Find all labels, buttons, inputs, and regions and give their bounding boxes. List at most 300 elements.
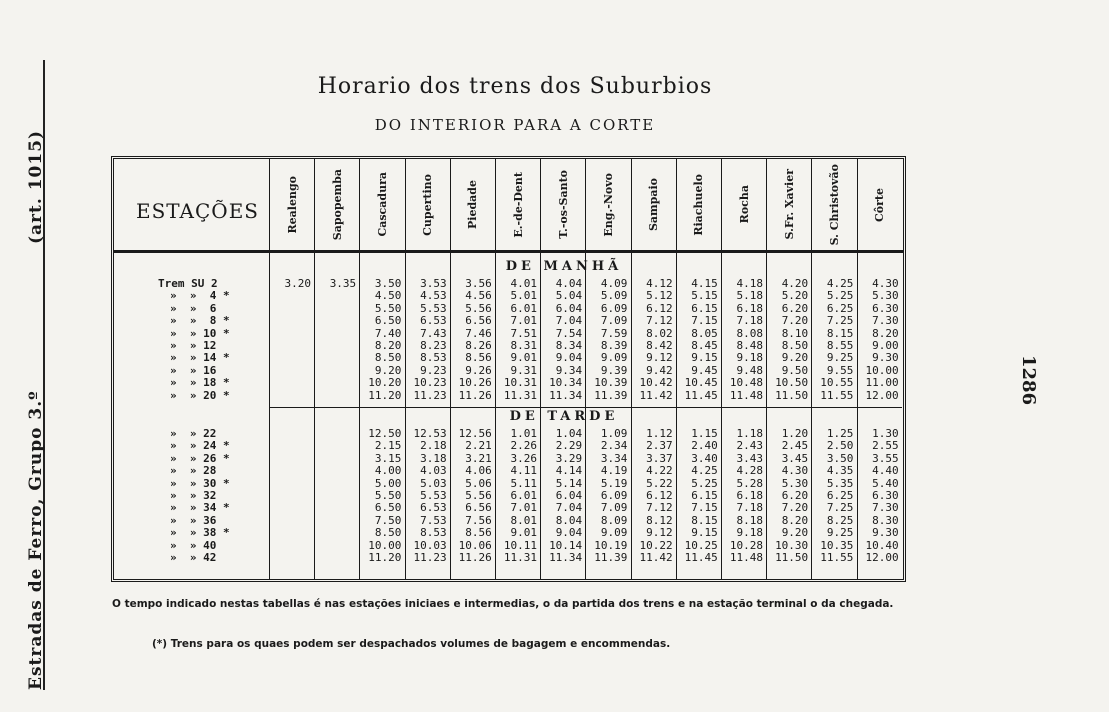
time-cell: 10.14 [549, 538, 583, 552]
time-cell: 7.09 [600, 501, 628, 515]
train-label: » » 6 [170, 301, 217, 315]
time-cell: 8.15 [826, 326, 854, 340]
time-cell: 7.20 [781, 501, 809, 515]
time-cell: 11.34 [549, 388, 583, 402]
time-cell: 12.56 [458, 427, 492, 440]
time-cell: 12.53 [413, 427, 447, 440]
time-cell: 3.50 [826, 451, 854, 465]
time-cell: 5.30 [872, 289, 899, 303]
time-cell: 5.14 [555, 476, 583, 490]
station-name: Piedade [466, 180, 480, 229]
time-cell: 7.04 [555, 314, 583, 328]
time-cell: 11.42 [639, 551, 673, 564]
time-cell: 8.18 [736, 513, 763, 527]
time-cell: 5.56 [465, 301, 492, 315]
time-cell: 3.56 [465, 277, 492, 290]
time-cell: 7.01 [510, 314, 537, 328]
time-cell: 3.15 [374, 451, 402, 465]
time-cell: 11.50 [775, 551, 809, 564]
time-cell: 2.55 [872, 439, 899, 453]
time-cell: 8.09 [600, 513, 628, 527]
footnote-luggage: (*) Trens para os quaes podem ser despachados volumes de bagagem e encommendas. [152, 638, 671, 650]
station-column-header [405, 159, 450, 250]
time-cell: 8.30 [872, 513, 899, 527]
time-cell: 9.09 [600, 526, 628, 540]
time-cell: 3.45 [781, 451, 809, 465]
time-cell: 11.55 [820, 551, 854, 564]
time-cell: 4.25 [826, 277, 854, 290]
time-cell: 9.04 [555, 526, 583, 540]
time-cell: 8.53 [420, 351, 447, 365]
time-cell: 6.15 [691, 301, 718, 315]
margin-caption-bottom: (art. 1015) [26, 130, 46, 245]
time-cell: 7.15 [691, 314, 718, 328]
time-cell: 10.34 [549, 376, 583, 390]
time-cell: 8.26 [465, 339, 492, 352]
time-cell: 12.00 [865, 551, 899, 564]
time-cell: 10.30 [775, 538, 809, 552]
time-cell: 10.03 [413, 538, 447, 552]
time-cell: 6.15 [691, 489, 718, 502]
time-cell: 7.40 [374, 326, 402, 340]
station-column-header [314, 159, 359, 250]
train-label: » » 12 [170, 339, 217, 352]
time-cell: 9.55 [826, 363, 854, 377]
station-column-header [450, 159, 495, 250]
station-column-header [495, 159, 540, 250]
timetable [111, 156, 906, 582]
time-cell: 5.09 [600, 289, 628, 303]
time-cell: 3.26 [510, 451, 537, 465]
time-cell: 2.26 [510, 439, 537, 453]
time-cell: 11.39 [594, 388, 628, 402]
time-cell: 4.40 [872, 464, 899, 478]
time-cell: 8.08 [736, 326, 763, 340]
time-cell: 5.22 [646, 476, 673, 490]
time-cell: 6.30 [872, 489, 899, 502]
time-cell: 5.01 [510, 289, 537, 303]
train-label: » » 36 [170, 513, 217, 527]
train-label: » » 16 [170, 363, 217, 377]
time-cell: 2.50 [826, 439, 854, 453]
time-cell: 9.42 [646, 363, 673, 377]
time-cell: 6.30 [872, 301, 899, 315]
time-cell: 5.25 [826, 289, 854, 303]
time-cell: 9.18 [736, 526, 763, 540]
time-cell: 8.34 [555, 339, 583, 352]
time-cell: 7.59 [600, 326, 628, 340]
station-name: S.Fr. Xavier [782, 169, 796, 240]
station-column-header [811, 159, 856, 250]
section-divider [269, 407, 902, 408]
time-cell: 10.50 [775, 376, 809, 390]
time-cell: 7.50 [374, 513, 402, 527]
time-cell: 9.20 [374, 363, 402, 377]
time-cell: 8.04 [555, 513, 583, 527]
train-label: » » 26 * [170, 451, 230, 465]
time-cell: 2.34 [600, 439, 628, 453]
time-cell: 10.45 [684, 376, 718, 390]
time-cell: 4.30 [781, 464, 809, 478]
train-label: » » 22 [170, 427, 217, 440]
time-cell: 7.01 [510, 501, 537, 515]
time-cell: 5.40 [872, 476, 899, 490]
time-cell: 10.28 [729, 538, 763, 552]
time-cell: 10.42 [639, 376, 673, 390]
station-column-header [269, 159, 314, 250]
time-cell: 11.31 [503, 388, 537, 402]
time-cell: 8.20 [374, 339, 402, 352]
time-cell: 9.15 [691, 526, 718, 540]
time-cell: 7.12 [646, 314, 673, 328]
time-cell: 10.35 [820, 538, 854, 552]
time-cell: 9.09 [600, 351, 628, 365]
station-name: S. Christovão [827, 163, 841, 246]
time-cell: 11.20 [368, 551, 402, 564]
time-cell: 6.53 [420, 314, 447, 328]
time-cell: 10.26 [458, 376, 492, 390]
time-cell: 6.04 [555, 301, 583, 315]
time-cell: 11.48 [729, 388, 763, 402]
time-cell: 5.11 [510, 476, 537, 490]
time-cell: 8.53 [420, 526, 447, 540]
time-cell: 3.55 [872, 451, 899, 465]
time-cell: 5.56 [465, 489, 492, 502]
time-cell: 6.25 [826, 489, 854, 502]
time-cell: 5.28 [736, 476, 763, 490]
time-cell: 5.50 [374, 301, 402, 315]
time-cell: 7.46 [465, 326, 492, 340]
time-cell: 6.53 [420, 501, 447, 515]
time-cell: 11.55 [820, 388, 854, 402]
time-cell: 6.09 [600, 301, 628, 315]
train-label: » » 34 * [170, 501, 230, 515]
time-cell: 5.12 [646, 289, 673, 303]
time-cell: 1.01 [510, 427, 537, 440]
station-column-header [857, 159, 902, 250]
time-cell: 8.25 [826, 513, 854, 527]
time-cell: 2.40 [691, 439, 718, 453]
time-cell: 12.50 [368, 427, 402, 440]
time-cell: 6.56 [465, 314, 492, 328]
train-label: » » 28 [170, 464, 217, 478]
time-cell: 8.42 [646, 339, 673, 352]
time-cell: 8.02 [646, 326, 673, 340]
time-cell: 11.26 [458, 388, 492, 402]
time-cell: 1.20 [781, 427, 809, 440]
time-cell: 5.53 [420, 301, 447, 315]
section-label: DE TARDE [509, 409, 619, 424]
time-cell: 9.39 [600, 363, 628, 377]
time-cell: 11.42 [639, 388, 673, 402]
time-cell: 7.18 [736, 501, 763, 515]
station-column-header [359, 159, 404, 250]
time-cell: 8.48 [736, 339, 763, 352]
station-name: Realengo [285, 175, 299, 234]
train-label: » » 4 * [170, 289, 230, 303]
time-cell: 10.48 [729, 376, 763, 390]
time-cell: 10.19 [594, 538, 628, 552]
time-cell: 7.30 [872, 501, 899, 515]
time-cell: 8.55 [826, 339, 854, 352]
time-cell: 7.04 [555, 501, 583, 515]
margin-caption [16, 130, 56, 690]
time-cell: 1.15 [691, 427, 718, 440]
page-subtitle: DO INTERIOR PARA A CORTE [374, 116, 656, 134]
train-label: » » 30 * [170, 476, 230, 490]
time-cell: 4.22 [646, 464, 673, 478]
station-name: E.-de-Dent [511, 171, 525, 238]
time-cell: 9.26 [465, 363, 492, 377]
time-cell: 3.50 [374, 277, 402, 290]
time-cell: 9.25 [826, 526, 854, 540]
page-number: 1286 [1018, 355, 1039, 406]
time-cell: 5.50 [374, 489, 402, 502]
station-column-header [766, 159, 811, 250]
station-column-header [676, 159, 721, 250]
time-cell: 5.04 [555, 289, 583, 303]
time-cell: 9.45 [691, 363, 718, 377]
time-cell: 11.23 [413, 388, 447, 402]
train-label: » » 14 * [170, 351, 230, 365]
time-cell: 6.25 [826, 301, 854, 315]
time-cell: 9.12 [646, 351, 673, 365]
time-cell: 2.21 [465, 439, 492, 453]
time-cell: 11.34 [549, 551, 583, 564]
time-cell: 4.30 [872, 277, 899, 290]
stations-header: ESTAÇÕES [136, 199, 259, 223]
time-cell: 5.20 [781, 289, 809, 303]
time-cell: 9.18 [736, 351, 763, 365]
time-cell: 11.39 [594, 551, 628, 564]
time-cell: 4.12 [646, 277, 673, 290]
time-cell: 6.09 [600, 489, 628, 502]
train-label: » » 40 [170, 538, 217, 552]
time-cell: 7.54 [555, 326, 583, 340]
time-cell: 4.56 [465, 289, 492, 303]
time-cell: 2.43 [736, 439, 763, 453]
time-cell: 2.15 [374, 439, 402, 453]
time-cell: 4.25 [691, 464, 718, 478]
time-cell: 9.31 [510, 363, 537, 377]
time-cell: 5.25 [691, 476, 718, 490]
time-cell: 8.56 [465, 351, 492, 365]
time-cell: 3.18 [420, 451, 447, 465]
time-cell: 4.09 [600, 277, 628, 290]
time-cell: 10.25 [684, 538, 718, 552]
time-cell: 6.56 [465, 501, 492, 515]
time-cell: 7.43 [420, 326, 447, 340]
time-cell: 6.50 [374, 314, 402, 328]
time-cell: 3.43 [736, 451, 763, 465]
time-cell: 9.30 [872, 526, 899, 540]
station-column-header [540, 159, 585, 250]
time-cell: 9.50 [781, 363, 809, 377]
train-label: » » 10 * [170, 326, 230, 340]
time-cell: 11.23 [413, 551, 447, 564]
time-cell: 8.20 [872, 326, 899, 340]
time-cell: 3.35 [329, 277, 357, 290]
time-cell: 4.06 [465, 464, 492, 478]
time-cell: 3.34 [600, 451, 628, 465]
time-cell: 8.39 [600, 339, 628, 352]
station-name: Cupertino [421, 173, 435, 236]
time-cell: 6.18 [736, 301, 763, 315]
time-cell: 1.30 [872, 427, 899, 440]
time-cell: 9.04 [555, 351, 583, 365]
time-cell: 11.50 [775, 388, 809, 402]
time-cell: 11.00 [865, 376, 899, 390]
time-cell: 8.50 [781, 339, 809, 352]
time-cell: 7.18 [736, 314, 763, 328]
time-cell: 9.15 [691, 351, 718, 365]
station-name: Cascadura [375, 172, 389, 237]
time-cell: 3.37 [646, 451, 673, 465]
time-cell: 2.45 [781, 439, 809, 453]
time-cell: 5.00 [374, 476, 402, 490]
time-cell: 11.26 [458, 551, 492, 564]
time-cell: 8.45 [691, 339, 718, 352]
time-cell: 7.51 [510, 326, 537, 340]
time-cell: 4.15 [691, 277, 718, 290]
time-cell: 1.18 [736, 427, 763, 440]
time-cell: 3.29 [555, 451, 583, 465]
station-column-header [585, 159, 630, 250]
time-cell: 2.37 [646, 439, 673, 453]
station-name: Eng.-Novo [601, 172, 615, 237]
time-cell: 9.48 [736, 363, 763, 377]
time-cell: 10.23 [413, 376, 447, 390]
train-label: » » 20 * [170, 388, 230, 402]
timetable-header [114, 159, 903, 253]
time-cell: 4.20 [781, 277, 809, 290]
time-cell: 10.55 [820, 376, 854, 390]
time-cell: 8.56 [465, 526, 492, 540]
time-cell: 10.00 [865, 363, 899, 377]
time-cell: 2.29 [555, 439, 583, 453]
time-cell: 6.20 [781, 489, 809, 502]
time-cell: 12.00 [865, 388, 899, 402]
time-cell: 10.40 [865, 538, 899, 552]
train-label: » » 24 * [170, 439, 230, 453]
time-cell: 10.11 [503, 538, 537, 552]
time-cell: 8.23 [420, 339, 447, 352]
time-cell: 3.20 [284, 277, 311, 290]
time-cell: 7.25 [826, 314, 854, 328]
time-cell: 4.18 [736, 277, 763, 290]
time-cell: 6.01 [510, 301, 537, 315]
time-cell: 3.40 [691, 451, 718, 465]
time-cell: 11.20 [368, 388, 402, 402]
time-cell: 4.50 [374, 289, 402, 303]
time-cell: 9.34 [555, 363, 583, 377]
station-column-header [721, 159, 766, 250]
time-cell: 11.31 [503, 551, 537, 564]
time-cell: 7.15 [691, 501, 718, 515]
time-cell: 9.20 [781, 351, 809, 365]
time-cell: 7.25 [826, 501, 854, 515]
time-cell: 5.19 [600, 476, 628, 490]
time-cell: 1.25 [826, 427, 854, 440]
section-label: DE MANHÃ [505, 259, 623, 274]
time-cell: 9.20 [781, 526, 809, 540]
time-cell: 6.12 [646, 301, 673, 315]
time-cell: 11.48 [729, 551, 763, 564]
time-cell: 8.15 [691, 513, 718, 527]
time-cell: 5.18 [736, 289, 763, 303]
train-label: Trem SU 2 [158, 277, 218, 290]
time-cell: 10.31 [503, 376, 537, 390]
time-cell: 10.39 [594, 376, 628, 390]
time-cell: 9.30 [872, 351, 899, 365]
time-cell: 7.12 [646, 501, 673, 515]
time-cell: 4.53 [420, 289, 447, 303]
time-cell: 8.05 [691, 326, 718, 340]
time-cell: 8.50 [374, 526, 402, 540]
time-cell: 5.06 [465, 476, 492, 490]
train-label: » » 18 * [170, 376, 230, 390]
time-cell: 8.01 [510, 513, 537, 527]
time-cell: 4.01 [510, 277, 537, 290]
time-cell: 4.28 [736, 464, 763, 478]
time-cell: 11.45 [684, 551, 718, 564]
time-cell: 6.01 [510, 489, 537, 502]
footnote-timing: O tempo indicado nestas tabellas é nas estações iniciaes e intermedias, o da partida dos trens e na estação terminal o da chegada. [112, 598, 894, 610]
time-cell: 1.12 [646, 427, 673, 440]
time-cell: 9.12 [646, 526, 673, 540]
train-label: » » 42 [170, 551, 217, 564]
station-name: Côrte [873, 187, 887, 222]
time-cell: 4.14 [555, 464, 583, 478]
time-cell: 5.35 [826, 476, 854, 490]
margin-caption-top: Estradas de Ferro, Grupo 3.º [26, 390, 46, 690]
time-cell: 10.22 [639, 538, 673, 552]
station-name: Riachuelo [692, 173, 706, 236]
time-cell: 4.00 [374, 464, 402, 478]
station-name: T.-os-Santo [556, 170, 570, 239]
time-cell: 4.03 [420, 464, 447, 478]
time-cell: 3.21 [465, 451, 492, 465]
time-cell: 9.23 [420, 363, 447, 377]
station-name: Sampaio [647, 177, 661, 232]
time-cell: 10.06 [458, 538, 492, 552]
time-cell: 2.18 [420, 439, 447, 453]
time-cell: 9.01 [510, 526, 537, 540]
station-name: Sapopemba [330, 168, 344, 241]
train-label: » » 32 [170, 489, 217, 502]
time-cell: 9.00 [872, 339, 899, 352]
time-cell: 7.30 [872, 314, 899, 328]
time-cell: 6.04 [555, 489, 583, 502]
time-cell: 5.53 [420, 489, 447, 502]
time-cell: 6.50 [374, 501, 402, 515]
time-cell: 6.18 [736, 489, 763, 502]
time-cell: 9.01 [510, 351, 537, 365]
time-cell: 1.09 [600, 427, 628, 440]
time-cell: 7.53 [420, 513, 447, 527]
time-cell: 4.11 [510, 464, 537, 478]
time-cell: 4.19 [600, 464, 628, 478]
time-cell: 4.35 [826, 464, 854, 478]
time-cell: 1.04 [555, 427, 583, 440]
time-cell: 5.30 [781, 476, 809, 490]
train-label: » » 8 * [170, 314, 230, 328]
time-cell: 7.20 [781, 314, 809, 328]
train-label: » » 38 * [170, 526, 230, 540]
time-cell: 6.20 [781, 301, 809, 315]
time-cell: 11.45 [684, 388, 718, 402]
time-cell: 3.53 [420, 277, 447, 290]
